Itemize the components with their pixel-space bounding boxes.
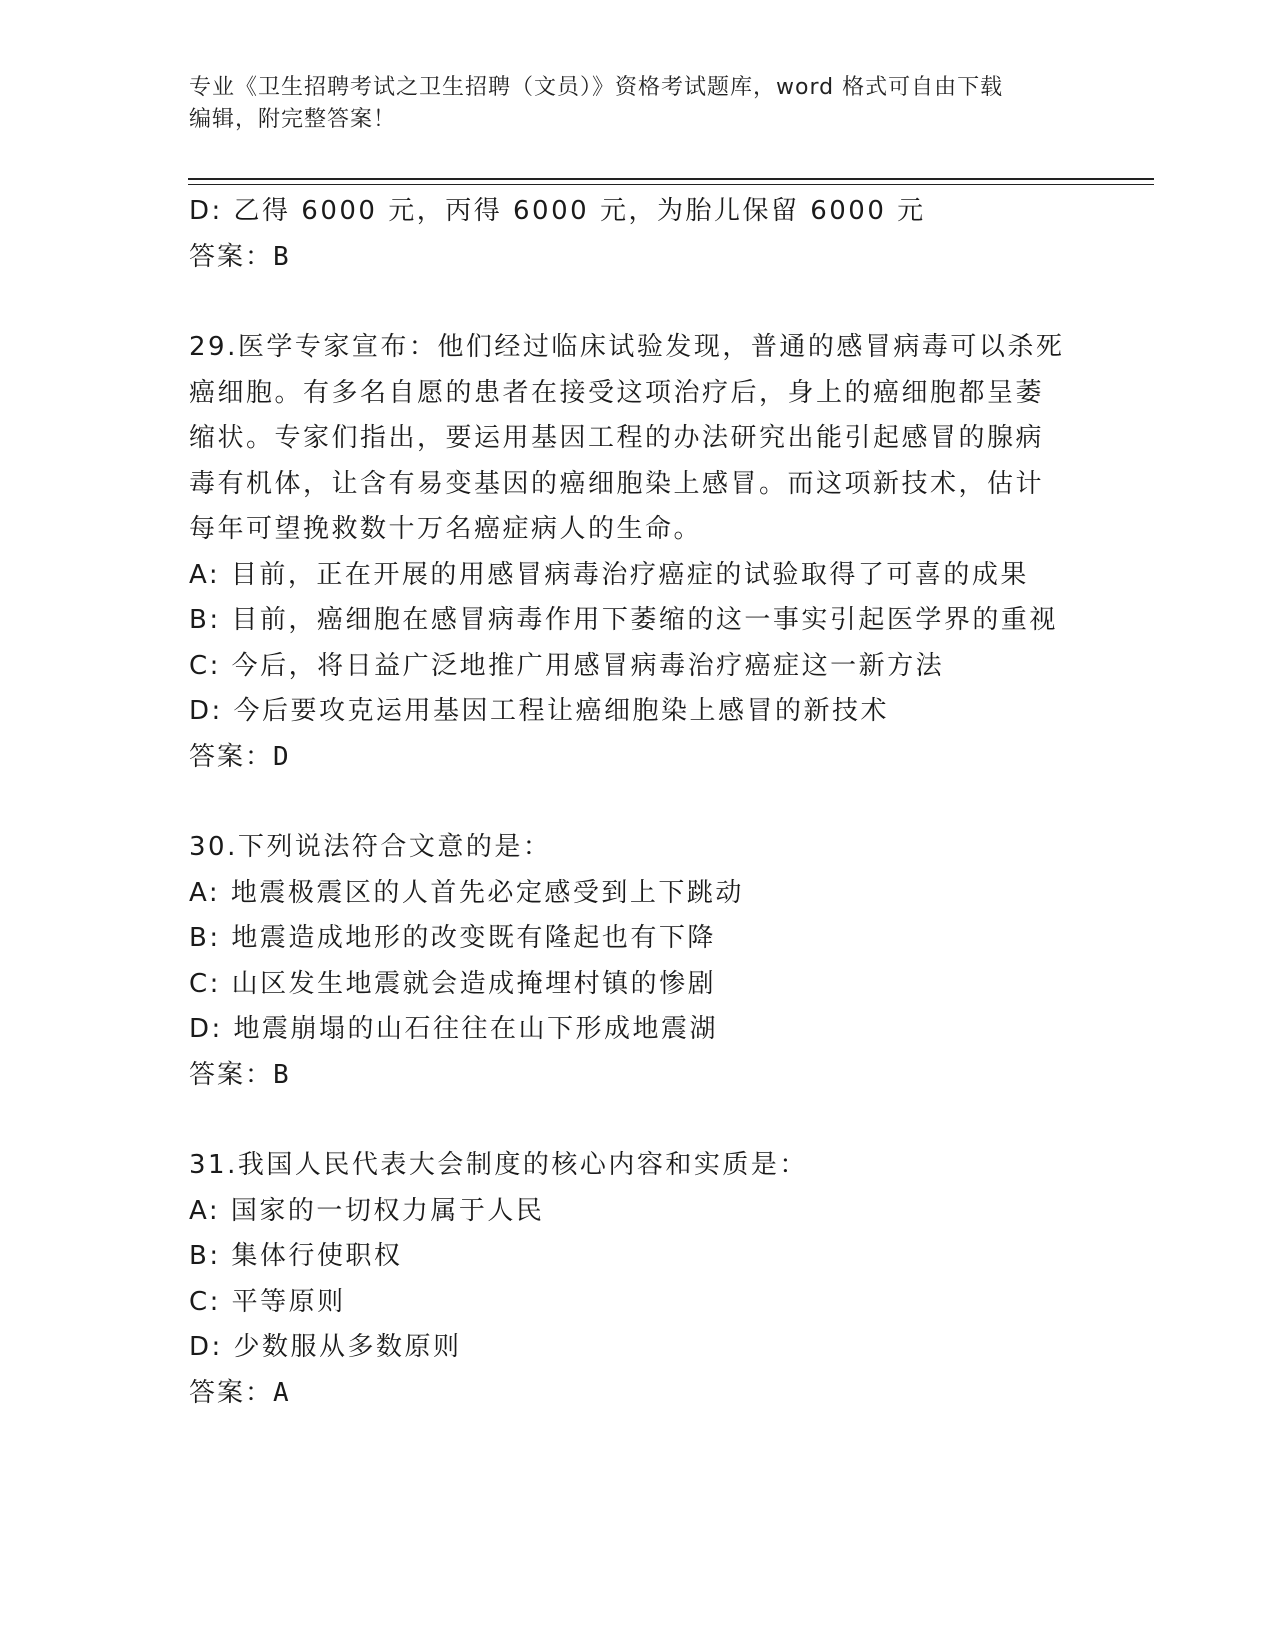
question-stem-line: 30.下列说法符合文意的是： — [189, 832, 552, 862]
question-stem-line: 缩状。专家们指出，要运用基因工程的办法研究出能引起感冒的腺病 — [189, 423, 1045, 453]
answer-value: B — [273, 241, 290, 272]
answer-label: 答案： — [189, 1377, 274, 1408]
option-c: C: 平等原则 — [189, 1286, 346, 1317]
option-b: B: 集体行使职权 — [189, 1241, 403, 1271]
option-a: A: 目前，正在开展的用感冒病毒治疗癌症的试验取得了可喜的成果 — [189, 559, 1029, 590]
answer-label: 答案： — [189, 1059, 274, 1090]
question-stem-line: 每年可望挽救数十万名癌症病人的生命。 — [189, 514, 703, 544]
question-stem-line: 癌细胞。有多名自愿的患者在接受这项治疗后，身上的癌细胞都呈萎 — [189, 377, 1045, 408]
header-rule-thin — [188, 184, 1154, 185]
question-stem-line: 毒有机体，让含有易变基因的癌细胞染上感冒。而这项新技术，估计 — [189, 468, 1045, 499]
prev-question-answer — [189, 235, 1089, 281]
answer-label: 答案： — [189, 241, 274, 272]
header-line-1: 专业《卫生招聘考试之卫生招聘（文员）》资格考试题库，word 格式可自由下载 — [189, 75, 1004, 100]
question-answer — [189, 1371, 1089, 1417]
question-answer — [189, 1053, 1089, 1099]
option-c: C: 今后，将日益广泛地推广用感冒病毒治疗癌症这一新方法 — [189, 650, 945, 681]
answer-value: A — [273, 1377, 290, 1408]
question-answer — [189, 735, 1089, 781]
question-30 — [189, 825, 1089, 1098]
option-a: A: 国家的一切权力属于人民 — [189, 1195, 545, 1226]
option-d: D: 今后要攻克运用基因工程让癌细胞染上感冒的新技术 — [189, 696, 890, 726]
question-stem-line: 31.我国人民代表大会制度的核心内容和实质是： — [189, 1150, 808, 1180]
option-d: D: 地震崩塌的山石往往在山下形成地震湖 — [189, 1014, 719, 1044]
spacer — [189, 1098, 1089, 1143]
answer-label: 答案： — [189, 741, 274, 772]
spacer — [189, 280, 1089, 325]
option-b: B: 目前，癌细胞在感冒病毒作用下萎缩的这一事实引起医学界的重视 — [189, 605, 1058, 635]
option-d: D: 少数服从多数原则 — [189, 1332, 462, 1362]
answer-value: D — [273, 741, 290, 772]
question-list — [189, 189, 1089, 1416]
prev-question-option-d: D: 乙得 6000 元，丙得 6000 元，为胎儿保留 6000 元 — [189, 196, 926, 226]
question-29 — [189, 325, 1089, 780]
option-b: B: 地震造成地形的改变既有隆起也有下降 — [189, 923, 716, 953]
answer-value: B — [273, 1059, 290, 1090]
option-c: C: 山区发生地震就会造成掩埋村镇的惨剧 — [189, 968, 717, 999]
option-a: A: 地震极震区的人首先必定感受到上下跳动 — [189, 877, 744, 908]
header-line-2: 编辑，附完整答案！ — [189, 107, 397, 132]
question-31 — [189, 1143, 1089, 1416]
question-stem-line: 29.医学专家宣布：他们经过临床试验发现，普通的感冒病毒可以杀死 — [189, 332, 1065, 362]
header-rule-thick — [188, 178, 1154, 180]
spacer — [189, 780, 1089, 825]
page-header — [189, 72, 1079, 136]
